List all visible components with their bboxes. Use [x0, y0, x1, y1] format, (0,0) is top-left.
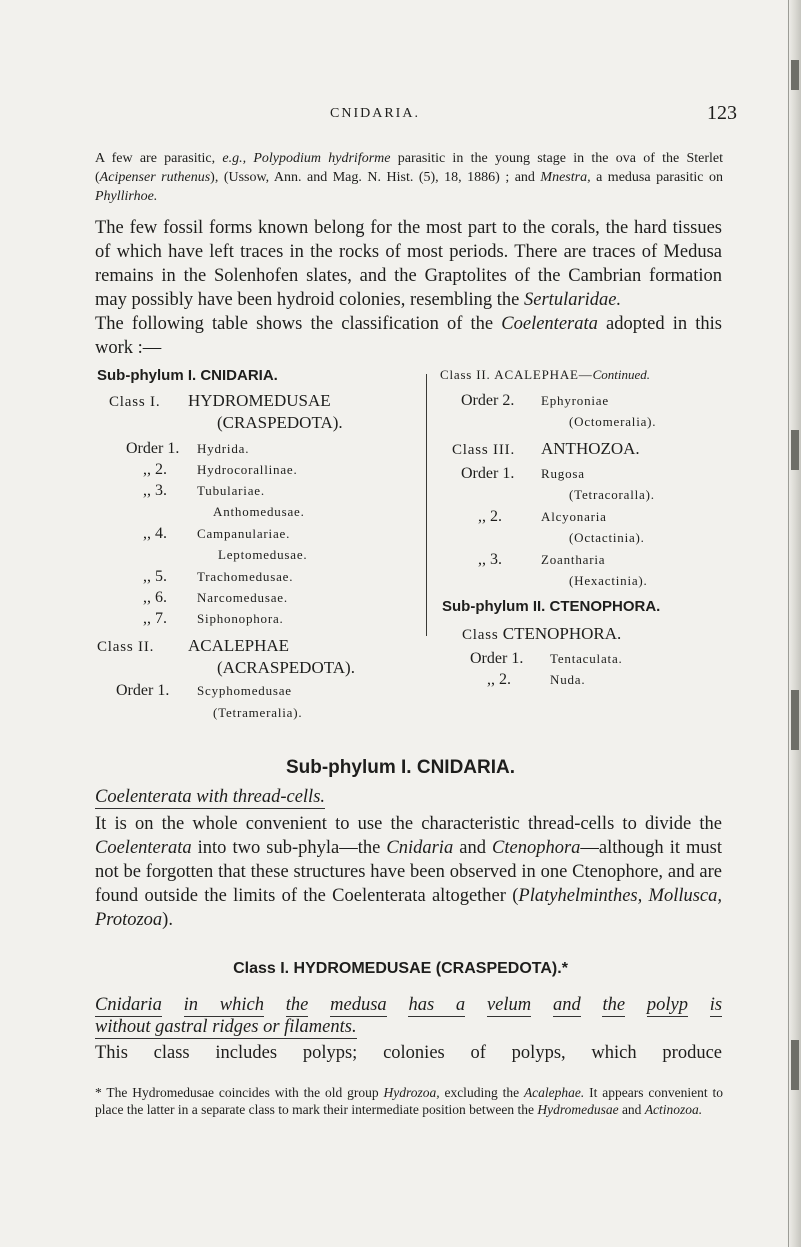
- order-name: Tentaculata.: [550, 651, 623, 666]
- page-edge-line: [788, 0, 789, 1247]
- order-alt-name: Leptomedusae.: [218, 547, 308, 562]
- order-label: ,, 6.: [143, 589, 167, 606]
- subphylum-label: Sub-phylum I. CNIDARIA.: [97, 367, 278, 384]
- order-alt-name: (Hexactinia).: [569, 573, 648, 588]
- subphylum-heading: Sub-phylum I. CNIDARIA.: [285, 757, 516, 778]
- order-label: ,, 2.: [143, 461, 167, 478]
- order-name: Trachomedusae.: [197, 569, 294, 584]
- footnote: * The Hydromedusae coincides with the old group Hydrozoa, excluding the Acalephae. It appears convenient to place the latter in a separate class to mark their intermediate position between the Hydromedusae and Actinozoa.: [95, 1085, 723, 1117]
- order-label: ,, 5.: [143, 568, 167, 585]
- class-label: Class II.: [97, 639, 155, 655]
- order-label: Order 1.: [470, 650, 524, 667]
- class-alt-name: (ACRASPEDOTA).: [217, 658, 355, 677]
- order-label: ,, 3.: [143, 482, 167, 499]
- class-heading: Class I. HYDROMEDUSAE (CRASPEDOTA).*: [233, 960, 568, 977]
- subphylum-label: Sub-phylum II. CTENOPHORA.: [442, 598, 661, 615]
- order-label: ,, 4.: [143, 525, 167, 542]
- running-head: CNIDARIA.: [330, 106, 420, 121]
- order-alt-name: (Tetracoralla).: [569, 487, 655, 502]
- order-name: Hydrida.: [197, 441, 250, 456]
- intro-paragraph: A few are parasitic, e.g., Polypodium hydriforme parasitic in the young stage in the ova of the Sterlet (Acipenser ruthenus), (Ussow, Ann. and Mag. N. Hist. (5), 18, 1886) ; and Mnestra, a medusa parasitic on Phyllirhoe.: [95, 151, 724, 204]
- order-label: ,, 3.: [478, 551, 502, 568]
- class-paragraph: This class includes polyps; colonies of polyps, which produce: [95, 1043, 722, 1063]
- order-name: Alcyonaria: [541, 509, 607, 524]
- class-name: ANTHOZOA.: [541, 439, 640, 458]
- order-name: Zoantharia: [541, 552, 606, 567]
- class-label: Class CTENOPHORA.: [462, 624, 622, 643]
- order-name: Ephyroniae: [541, 393, 609, 408]
- order-name: Siphonophora.: [197, 611, 284, 626]
- class-continued-label: Class II. ACALEPHAE—Continued.: [440, 367, 650, 382]
- order-label: Order 1.: [461, 465, 515, 482]
- class-label: Class III.: [452, 442, 515, 458]
- order-name: Nuda.: [550, 672, 586, 687]
- class-name: ACALEPHAE: [188, 636, 290, 655]
- order-alt-name: (Octomeralia).: [569, 414, 657, 429]
- page-number: 123: [707, 102, 737, 124]
- class-name: HYDROMEDUSAE: [188, 391, 331, 410]
- column-divider: [426, 374, 427, 636]
- order-alt-name: (Tetrameralia).: [213, 705, 303, 720]
- order-label: Order 2.: [461, 392, 515, 409]
- class-definition-line1: Cnidaria in which the medusa has a velum and the polyp is: [95, 995, 723, 1015]
- fossil-paragraph: The few fossil forms known belong for the most part to the corals, the hard tissues of which have left traces in the rocks of most periods. There are traces of Medusa remains in the Solenhofen slates, and the Graptolites of the Cambrian formation may possibly have been hydroid colonies, resembling the Sertularidae.: [95, 218, 722, 310]
- subphylum-subheading: Coelenterata with thread-cells.: [95, 787, 326, 807]
- order-label: Order 1.: [126, 440, 180, 457]
- order-name: Hydrocorallinae.: [197, 462, 298, 477]
- class-definition-line2: without gastral ridges or filaments.: [95, 1017, 357, 1037]
- order-label: Order 1.: [116, 682, 170, 699]
- order-alt-name: (Octactinia).: [569, 530, 645, 545]
- class-label: Class I.: [109, 394, 161, 410]
- order-name: Tubulariae.: [197, 483, 265, 498]
- page-header: [0, 102, 801, 126]
- class-alt-name: (CRASPEDOTA).: [217, 413, 343, 432]
- order-name: Rugosa: [541, 466, 585, 481]
- table-intro-paragraph: The following table shows the classification of the Coelenterata adopted in this work :—: [95, 314, 722, 358]
- order-name: Narcomedusae.: [197, 590, 288, 605]
- order-label: ,, 2.: [478, 508, 502, 525]
- order-name: Campanulariae.: [197, 526, 291, 541]
- order-alt-name: Anthomedusae.: [213, 504, 305, 519]
- order-label: ,, 2.: [487, 671, 511, 688]
- order-label: ,, 7.: [143, 610, 167, 627]
- cnidaria-paragraph: It is on the whole convenient to use the characteristic thread-cells to divide the Coelenterata into two sub-phyla—the Cnidaria and Ctenophora—although it must not be forgotten that these structures have been observed in one Ctenophore, and are found outside the limits of the Coelenterata altogether (Platyhelminthes, Mollusca, Protozoa).: [95, 814, 723, 930]
- order-name: Scyphomedusae: [197, 683, 292, 698]
